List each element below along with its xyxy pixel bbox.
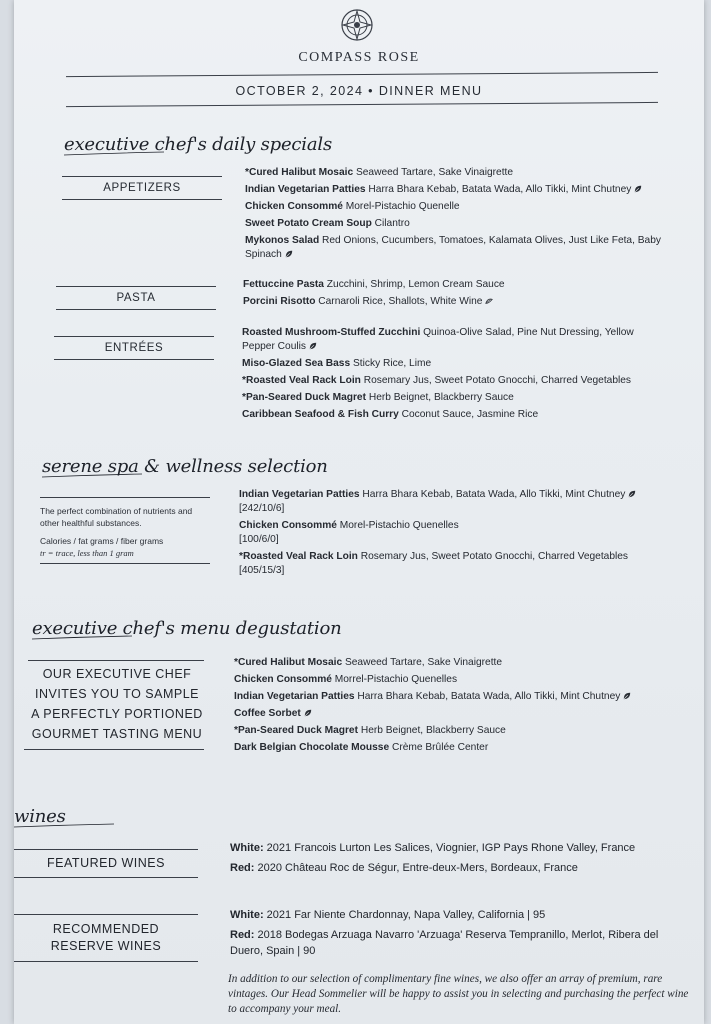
menu-item-name: *Cured Halibut Mosaic [234, 657, 343, 668]
spa-note-rule-bottom [40, 563, 210, 564]
menu-item-description: Harra Bhara Kebab, Batata Wada, Allo Tikki, Mint Chutney [354, 691, 621, 702]
menu-item [234, 673, 694, 687]
menu-item [245, 200, 665, 214]
compass-rose-logo [340, 8, 374, 42]
menu-item-description: Coconut Sauce, Jasmine Rice [398, 409, 539, 420]
menu-item [234, 741, 694, 755]
tasting-rule-bottom [24, 749, 204, 750]
specials-title-text: executive chef's daily specials [64, 134, 332, 155]
menu-page [14, 0, 704, 1024]
menu-item-description: 2020 Château Roc de Ségur, Entre-deux-Mers, Bordeaux, France [254, 862, 578, 874]
menu-item [230, 860, 700, 876]
vegetarian-icon [485, 297, 493, 305]
category-featured-wines [14, 855, 198, 872]
menu-item [230, 840, 700, 856]
pasta-list [243, 278, 663, 312]
category-label: PASTA [116, 292, 156, 304]
spa-note-line-1: The perfect combination of nutrients and other healthful substances. [40, 506, 193, 528]
section-title-degustation [32, 618, 342, 639]
menu-item-name: Red: [230, 862, 255, 874]
featured-rule-top [14, 849, 198, 850]
section-title-wines [14, 806, 66, 827]
menu-item [245, 217, 665, 231]
menu-item-description: Herb Beignet, Blackberry Sauce [366, 392, 514, 403]
menu-item [239, 488, 669, 516]
menu-item-name: Chicken Consommé [245, 201, 343, 212]
menu-item [234, 724, 694, 738]
menu-item-name: Dark Belgian Chocolate Mousse [234, 742, 390, 753]
category-line: GOURMET TASTING MENU [31, 727, 203, 741]
leaf-icon [628, 490, 636, 498]
menu-item-description: Red Onions, Cucumbers, Tomatoes, Kalamata Olives, Just Like Feta, Baby Spinach [245, 235, 661, 260]
menu-item-description: Seaweed Tartare, Sake Vinaigrette [353, 167, 514, 178]
nutrition-info: [100/6/0] [239, 534, 279, 545]
menu-item [245, 166, 665, 180]
menu-item-description: Seaweed Tartare, Sake Vinaigrette [342, 657, 503, 668]
menu-item-name: Caribbean Seafood & Fish Curry [242, 409, 399, 420]
menu-item-name: Indian Vegetarian Patties [239, 489, 360, 500]
reserve-rule-top [14, 914, 198, 915]
menu-item-description: Zucchini, Shrimp, Lemon Cream Sauce [323, 279, 505, 290]
header-rule-top [66, 72, 658, 77]
menu-item [243, 295, 663, 309]
flourish-underline [64, 151, 164, 157]
leaf-icon [634, 185, 642, 193]
entrees-list [242, 326, 662, 425]
menu-item-name: Porcini Risotto [243, 296, 316, 307]
header-rule-bottom [66, 102, 658, 107]
menu-item-name: Fettuccine Pasta [243, 279, 324, 290]
menu-item [234, 656, 694, 670]
leaf-icon [285, 250, 293, 258]
menu-item-description: 2021 Francois Lurton Les Salices, Viognier, IGP Pays Rhone Valley, France [263, 842, 636, 854]
category-pasta [56, 286, 216, 310]
spa-note-line-2: Calories / fat grams / fiber grams [40, 536, 164, 546]
menu-item-name: *Pan-Seared Duck Magret [242, 392, 366, 403]
category-line: OUR EXECUTIVE CHEF [42, 667, 192, 681]
category-line: INVITES YOU TO SAMPLE [34, 687, 200, 701]
spa-note-line-3: tr = trace, less than 1 gram [40, 548, 134, 558]
category-line: FEATURED WINES [47, 856, 165, 870]
menu-item [234, 707, 694, 721]
menu-item-description: 2021 Far Niente Chardonnay, Napa Valley, California | 95 [263, 909, 546, 921]
nutrition-info: [242/10/6] [239, 503, 285, 514]
menu-item [239, 519, 669, 547]
featured-wines-list [230, 840, 700, 880]
menu-item [239, 550, 669, 578]
category-line: RESERVE WINES [50, 939, 162, 953]
category-line: RECOMMENDED [52, 922, 160, 936]
menu-item-description: Rosemary Jus, Sweet Potato Gnocchi, Charred Vegetables [360, 375, 632, 386]
menu-item [230, 907, 660, 923]
category-label: ENTRÉES [104, 342, 164, 354]
menu-item-name: Mykonos Salad [245, 235, 320, 246]
spa-note-rule-top [40, 497, 210, 498]
leaf-icon [309, 342, 317, 350]
menu-item-description: Cilantro [371, 218, 410, 229]
menu-item-description: Harra Bhara Kebab, Batata Wada, Allo Tikki, Mint Chutney [365, 184, 632, 195]
menu-item [242, 357, 662, 371]
menu-item [242, 326, 662, 354]
spa-title-text: serene spa & wellness selection [42, 456, 328, 477]
menu-item [242, 408, 662, 422]
category-entrees [54, 336, 214, 360]
tasting-invitation [24, 664, 210, 744]
tasting-rule-top [28, 660, 204, 661]
flourish-underline [42, 473, 142, 479]
menu-item [243, 278, 663, 292]
menu-item-description: Sticky Rice, Lime [350, 358, 432, 369]
date-line: OCTOBER 2, 2024 • DINNER MENU [235, 84, 483, 98]
menu-item [234, 690, 694, 704]
wines-title-text: wines [14, 806, 66, 827]
menu-item-name: Sweet Potato Cream Soup [245, 218, 372, 229]
menu-item [242, 374, 662, 388]
category-label: APPETIZERS [103, 182, 181, 194]
menu-item-name: Chicken Consommé [234, 674, 332, 685]
section-title-specials [64, 134, 332, 155]
menu-item-name: White: [230, 909, 264, 921]
category-reserve-wines [14, 921, 198, 955]
flourish-underline [14, 823, 114, 829]
menu-item-description: Carnaroli Rice, Shallots, White Wine [315, 296, 483, 307]
menu-item [245, 234, 665, 262]
appetizers-list [245, 166, 665, 265]
menu-item [230, 927, 660, 959]
menu-item-name: *Roasted Veal Rack Loin [239, 551, 358, 562]
menu-item-name: Chicken Consommé [239, 520, 337, 531]
degustation-title-text: executive chef's menu degustation [32, 618, 342, 639]
menu-item-name: Roasted Mushroom-Stuffed Zucchini [242, 327, 421, 338]
menu-item [242, 391, 662, 405]
menu-item-name: *Pan-Seared Duck Magret [234, 725, 358, 736]
menu-item-name: Red: [230, 929, 255, 941]
reserve-rule-bottom [14, 961, 198, 962]
menu-item-description: Morrel-Pistachio Quenelles [331, 674, 458, 685]
section-title-spa [42, 456, 328, 477]
menu-item-name: Indian Vegetarian Patties [245, 184, 366, 195]
menu-item-name: Indian Vegetarian Patties [234, 691, 355, 702]
reserve-wines-list [230, 907, 660, 963]
wine-footer-note: In addition to our selection of complimentary fine wines, we also offer an array of premium, rare vintages. Our Head Sommelier will be happy to assist you in selecting and purchasing the perfect wine to accompany your meal. [228, 973, 689, 1015]
menu-item-description: Harra Bhara Kebab, Batata Wada, Allo Tikki, Mint Chutney [359, 489, 626, 500]
menu-item [245, 183, 665, 197]
flourish-underline [32, 635, 132, 641]
spa-note [40, 505, 210, 559]
menu-item-name: Coffee Sorbet [234, 708, 301, 719]
nutrition-info: [405/15/3] [239, 565, 285, 576]
category-appetizers [62, 176, 222, 200]
menu-item-description: Herb Beignet, Blackberry Sauce [358, 725, 506, 736]
menu-item-description: Quinoa-Olive Salad, Pine Nut Dressing, Yellow Pepper Coulis [242, 327, 634, 352]
spa-list [239, 488, 669, 581]
menu-item-name: Miso-Glazed Sea Bass [242, 358, 351, 369]
menu-item-name: White: [230, 842, 264, 854]
menu-item-description: Crème Brûlée Center [389, 742, 489, 753]
menu-item-description: Morel-Pistachio Quenelle [342, 201, 460, 212]
leaf-icon [623, 692, 631, 700]
menu-item-description: 2018 Bodegas Arzuaga Navarro 'Arzuaga' Reserva Tempranillo, Merlot, Ribera del Duero, Spain | 90 [230, 929, 659, 957]
menu-item-name: *Cured Halibut Mosaic [245, 167, 354, 178]
featured-rule-bottom [14, 877, 198, 878]
degustation-list [234, 656, 694, 758]
brand-name: COMPASS ROSE [298, 50, 420, 65]
leaf-icon [304, 709, 312, 717]
menu-item-name: *Roasted Veal Rack Loin [242, 375, 361, 386]
menu-item-description: Rosemary Jus, Sweet Potato Gnocchi, Charred Vegetables [357, 551, 629, 562]
menu-item-description: Morel-Pistachio Quenelles [336, 520, 459, 531]
category-line: A PERFECTLY PORTIONED [31, 707, 203, 721]
